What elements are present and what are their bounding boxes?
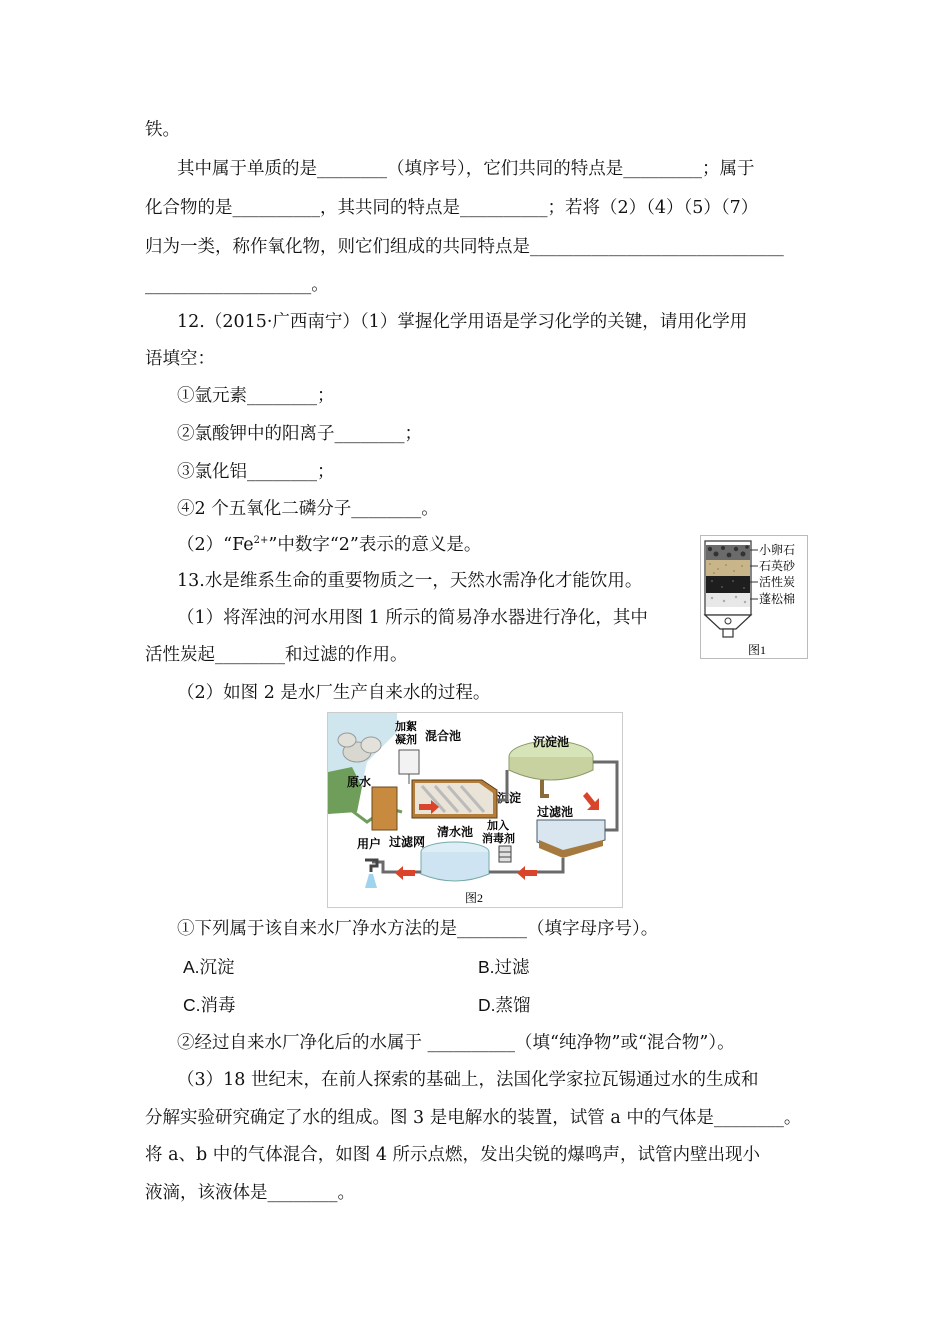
option-c: C.消毒 <box>183 995 236 1015</box>
fig2-label-mix: 混合池 <box>425 729 462 743</box>
fig2-label-disinfect-1: 加入 <box>487 819 509 832</box>
question-13-part-3-cont-2: 将 a、b 中的气体混合，如图 4 所示点燃，发出尖锐的爆鸣声，试管内壁出现小 <box>145 1145 761 1165</box>
fig2-label-screen: 过滤网 <box>389 835 426 849</box>
question-12-item-1: ①氩元素________； <box>177 386 335 406</box>
question-13-title: 13.水是维系生命的重要物质之一，天然水需净化才能饮用。 <box>177 571 643 591</box>
question-13-part-3: （3）18 世纪末，在前人探索的基础上，法国化学家拉瓦锡通过水的生成和 <box>177 1070 759 1090</box>
fig2-label-disinfect-2: 消毒剂 <box>482 832 515 845</box>
question-12-item-3: ③氯化铝________； <box>177 462 335 482</box>
fig1-label-pebbles: 小卵石 <box>759 543 796 557</box>
fig2-label-coagulant-2: 凝剂 <box>395 733 417 746</box>
fig2-caption: 图2 <box>465 891 484 905</box>
fig1-label-cotton: 蓬松棉 <box>759 592 796 606</box>
question-12-part-2 <box>177 533 481 557</box>
fig2-label-clear: 清水池 <box>437 825 474 839</box>
question-12-title: 12.（2015·广西南宁）（1）掌握化学用语是学习化学的关键，请用化学用 <box>177 312 748 332</box>
fe-charge: 2+ <box>253 535 269 547</box>
question-13-part-1: （1）将浑浊的河水用图 1 所示的简易净水器进行净化，其中 <box>177 608 648 628</box>
text-line-4: 归为一类，称作氧化物，则它们组成的共同特点是_____________________________ <box>145 237 784 257</box>
text-line-3: 化合物的是__________，其共同的特点是__________；若将（2）（4）（5）（7） <box>145 198 759 218</box>
text-line-1: 铁。 <box>145 120 180 140</box>
option-a: A.沉淀 <box>183 957 235 977</box>
option-d: D.蒸馏 <box>478 995 531 1015</box>
question-13-part-3-cont-3: 液滴，该液体是________。 <box>145 1183 355 1203</box>
text-line-5: ___________________。 <box>145 275 329 295</box>
fe-prefix: （2）“Fe <box>177 535 254 555</box>
figure-1-water-purifier <box>700 535 808 659</box>
question-13-2-item-2: ②经过自来水厂净化后的水属于 __________（填“纯净物”或“混合物”）。 <box>177 1033 735 1053</box>
fig2-label-filterpool: 过滤池 <box>537 805 574 819</box>
fig1-label-charcoal: 活性炭 <box>759 575 796 589</box>
fe-suffix: ”中数字“2”表示的意义是。 <box>268 535 482 555</box>
question-13-2-item-1: ①下列属于该自来水厂净水方法的是________（填字母序号）。 <box>177 919 659 939</box>
fig2-label-sediment: 沉淀 <box>497 791 522 805</box>
figure-2-water-plant <box>327 712 623 908</box>
question-13-part-1-cont: 活性炭起________和过滤的作用。 <box>145 645 408 665</box>
fig1-caption: 图1 <box>748 643 767 657</box>
option-b: B.过滤 <box>478 957 530 977</box>
question-12-title-cont: 语填空： <box>145 349 215 369</box>
fig2-label-user: 用户 <box>357 837 382 851</box>
fig2-label-raw: 原水 <box>347 775 372 789</box>
question-12-item-2: ②氯酸钾中的阳离子________； <box>177 424 422 444</box>
question-12-item-4: ④2 个五氧化二磷分子________。 <box>177 499 439 519</box>
question-13-part-3-cont-1: 分解实验研究确定了水的组成。图 3 是电解水的装置，试管 a 中的气体是________。 <box>145 1108 802 1128</box>
fig2-label-settle: 沉淀池 <box>533 735 570 749</box>
question-13-part-2: （2）如图 2 是水厂生产自来水的过程。 <box>177 683 491 703</box>
text-line-2: 其中属于单质的是________（填序号），它们共同的特点是_________；属于 <box>177 159 755 179</box>
fig2-label-coagulant-1: 加絮 <box>395 720 417 733</box>
fig1-label-sand: 石英砂 <box>759 559 796 573</box>
